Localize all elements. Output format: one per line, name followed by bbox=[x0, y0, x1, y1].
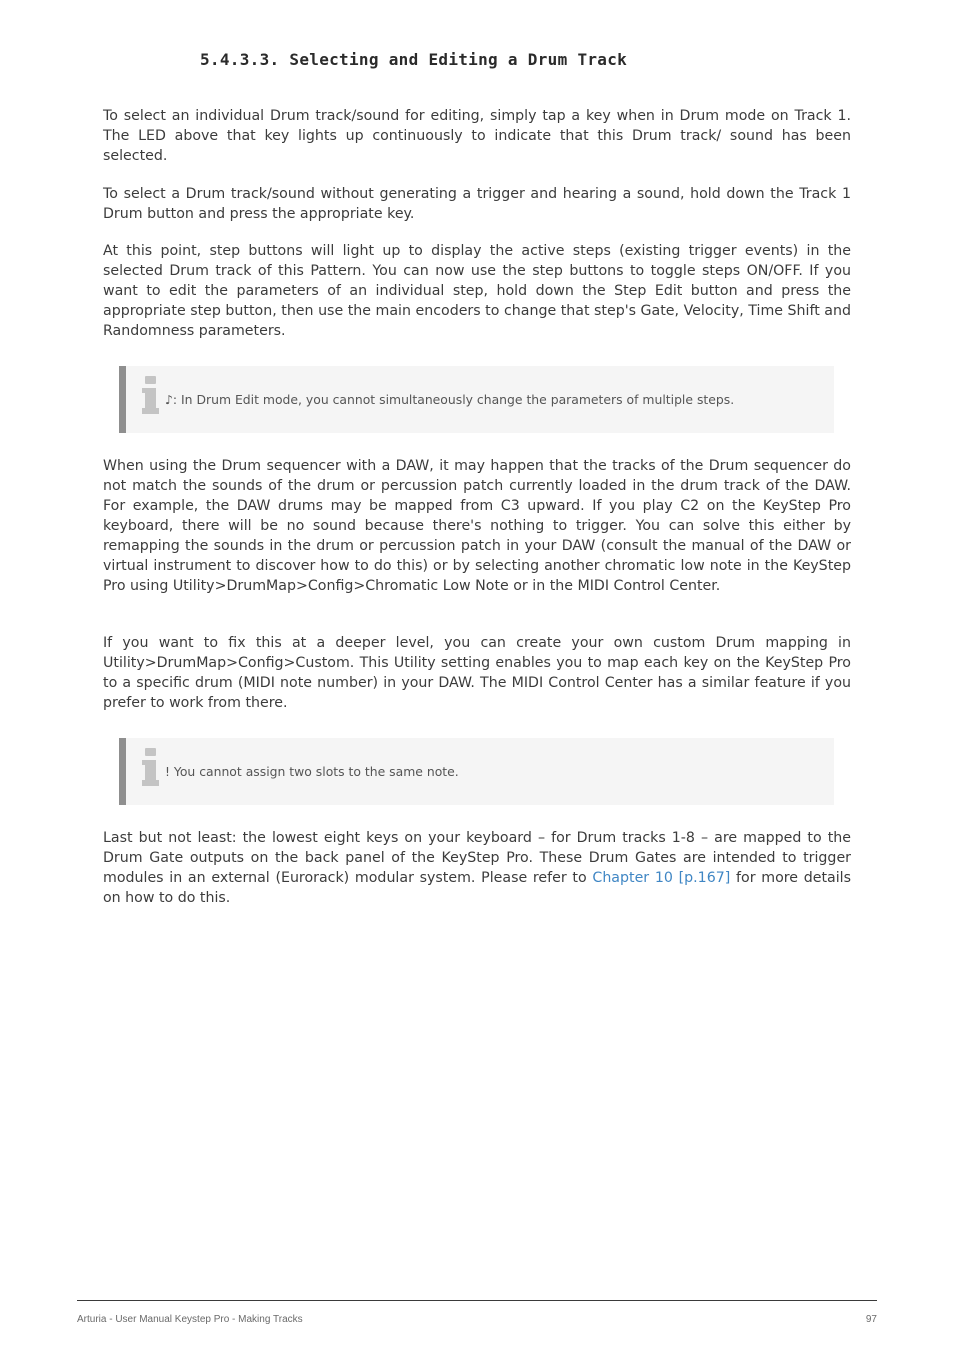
paragraph-step-edit: At this point, step buttons will light up to display the active steps (existing trigger events) in the selected Drum track of this Pattern. You can now use the step buttons to toggle steps ON/OFF. If you want to edit the parameters of an individual step, hold down the Step Edit button and press the appropriate step button, then use the main encoders to change that step's Gate, Velocity, Time Shift and Randomness parameters. bbox=[103, 243, 851, 339]
paragraph-custom-mapping: If you want to fix this at a deeper level, you can create your own custom Drum mapping in Utility>DrumMap>Config>Custom. This Utility setting enables you to map each key on the KeyStep Pro to a specific drum (MIDI note number) in your DAW. The MIDI Control Center has a similar feature if you prefer to work from there. bbox=[103, 635, 851, 711]
footer-title: Arturia - User Manual Keystep Pro - Making Tracks bbox=[77, 1314, 303, 1325]
footer-divider bbox=[77, 1300, 877, 1301]
chapter-link[interactable]: Chapter 10 [p.167] bbox=[592, 870, 731, 886]
paragraph-drum-gates bbox=[103, 828, 851, 908]
page-number: 97 bbox=[865, 1314, 877, 1325]
note-box-slots bbox=[119, 738, 834, 805]
info-icon bbox=[142, 376, 162, 416]
note-text: ♪: In Drum Edit mode, you cannot simultaneously change the parameters of multiple steps. bbox=[165, 392, 735, 407]
info-icon bbox=[142, 748, 162, 788]
paragraph-text: Last but not least: the lowest eight keys on your keyboard – for Drum tracks 1-8 – are mapped to the Drum Gate outputs on the back panel of the KeyStep Pro. These Drum Gates are intended to trigger modules in an external (Eurorack) modular system. Please refer to bbox=[103, 830, 851, 886]
note-box-drum-edit bbox=[119, 366, 834, 433]
paragraph-select-track: To select an individual Drum track/sound for editing, simply tap a key when in Drum mode on Track 1. The LED above that key lights up continuously to indicate that this Drum track/ sound has been selected. bbox=[103, 108, 851, 164]
paragraph-text: for more details on how to do this. bbox=[103, 870, 851, 906]
paragraph-select-silent: To select a Drum track/sound without generating a trigger and hearing a sound, hold down the Track 1 Drum button and press the appropriate key. bbox=[103, 186, 851, 222]
section-heading: 5.4.3.3. Selecting and Editing a Drum Track bbox=[200, 50, 628, 69]
note-text: ! You cannot assign two slots to the same note. bbox=[165, 764, 459, 779]
paragraph-daw-mapping: When using the Drum sequencer with a DAW, it may happen that the tracks of the Drum sequencer do not match the sounds of the drum or percussion patch currently loaded in the drum track of the DAW. For example, the DAW drums may be mapped from C3 upward. If you play C2 on the KeyStep Pro keyboard, there will be no sound because there's nothing to trigger. You can solve this either by remapping the sounds in the drum or percussion patch in your DAW (consult the manual of the DAW or virtual instrument to discover how to do this) or by selecting another chromatic low note in the KeyStep Pro using Utility>DrumMap>Config>Chromatic Low Note or in the MIDI Control Center. bbox=[103, 458, 851, 594]
